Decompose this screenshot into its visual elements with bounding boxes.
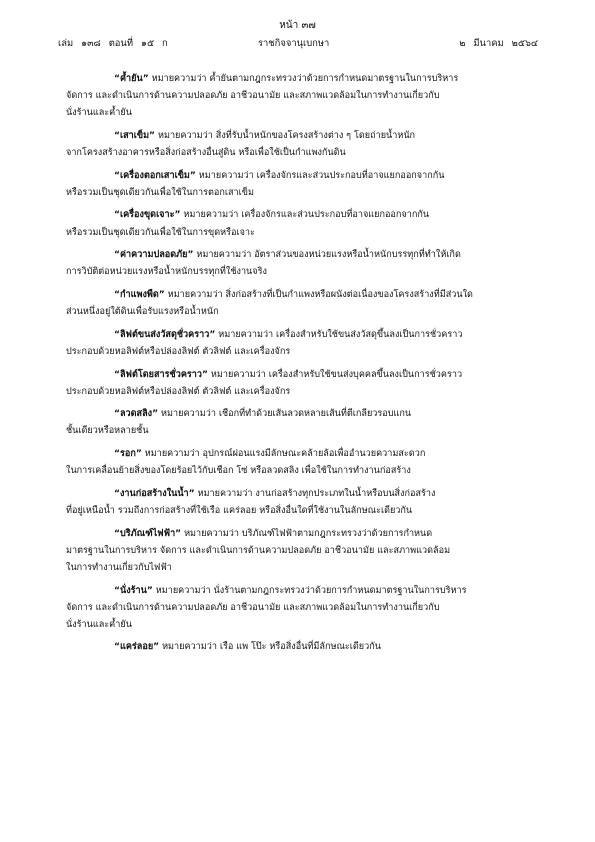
definition-line <box>66 600 532 617</box>
definition-text: หรือรวมเป็นชุดเดียวกันเพื่อใช้ในการขุดหรือเจาะ <box>66 227 255 238</box>
definition-entry <box>66 128 532 162</box>
definition-term: “บริภัณฑ์ไฟฟ้า” <box>114 528 182 539</box>
definition-line <box>66 543 532 560</box>
definition-line <box>66 503 532 520</box>
definition-term: “งานก่อสร้างในน้ำ” <box>114 488 195 499</box>
definition-entry <box>66 247 532 281</box>
definition-entry <box>66 71 532 122</box>
definition-term: “รอก” <box>114 449 142 460</box>
definition-entry <box>66 327 532 361</box>
definition-entry <box>66 526 532 577</box>
definition-line <box>66 264 532 281</box>
definition-text: การวิบัติต่อหน่วยแรงหรือน้ำหนักบรรทุกที่ใช้งานจริง <box>66 267 267 278</box>
definition-text: หมายความว่า เรือ แพ โป๊ะ หรือสิ่งอื่นที่มีลักษณะเดียวกัน <box>162 642 381 653</box>
definition-text: มาตรฐานในการบริหาร จัดการ และดำเนินการด้านความปลอดภัย อาชีวอนามัย และสภาพแวดล้อม <box>66 545 451 556</box>
definition-entry <box>66 367 532 401</box>
section-letter: ก <box>162 38 168 49</box>
issue-label: ตอนที่ <box>108 38 134 49</box>
definition-text: ประกอบด้วยหอลิฟต์หรือปล่องลิฟต์ ตัวลิฟต์ และเครื่องจักร <box>66 346 291 357</box>
definition-entry <box>66 446 532 480</box>
publication-date <box>454 36 538 51</box>
definition-term: “เสาเข็ม” <box>114 130 156 141</box>
definition-text: จัดการ และดำเนินการด้านความปลอดภัย อาชีวอนามัย และสภาพแวดล้อมในการทำงานเกี่ยวกับ <box>66 91 440 102</box>
definition-text: หมายความว่า สิ่งก่อสร้างที่เป็นกำแพงหรือผนังต่อเนื่องของโครงสร้างที่มีส่วนใด <box>167 290 473 300</box>
definition-text: ประกอบด้วยหอลิฟต์หรือปล่องลิฟต์ ตัวลิฟต์ และเครื่องจักร <box>66 386 291 397</box>
definition-term: “แคร่ลอย” <box>114 642 160 653</box>
definition-line <box>66 185 532 202</box>
definition-entry <box>66 486 532 520</box>
definition-term: “กำแพงพืด” <box>114 290 165 300</box>
definition-text: หมายความว่า ค้ำยันตามกฎกระทรวงว่าด้วยการกำหนดมาตรฐานในการบริหาร <box>151 74 459 84</box>
date-year: ๒๕๖๔ <box>511 38 538 49</box>
date-day: ๒ <box>459 38 466 49</box>
definition-line <box>66 344 532 361</box>
definition-text: ชั้นเดียวหรือหลายชั้น <box>66 426 149 437</box>
definition-line <box>66 639 532 656</box>
definition-text: หมายความว่า บริภัณฑ์ไฟฟ้าตามกฎกระทรวงว่าด้วยการกำหนด <box>184 528 433 539</box>
definition-term: “ค้ำยัน” <box>114 74 149 84</box>
definition-term: “ลิฟต์ขนส่งวัสดุชั่วคราว” <box>114 329 216 340</box>
definition-line <box>66 423 532 440</box>
definition-term: “ลวดสลิง” <box>114 409 159 420</box>
definition-text: นั่งร้านและค้ำยัน <box>66 619 132 630</box>
page-number <box>0 18 595 33</box>
definition-line <box>66 406 532 423</box>
volume-issue <box>58 36 173 51</box>
definition-line <box>66 583 532 600</box>
definition-term: “เครื่องตอกเสาเข็ม” <box>114 170 196 181</box>
definition-entry <box>66 406 532 440</box>
issue-number: ๑๕ <box>141 38 155 49</box>
gazette-header <box>58 36 538 50</box>
definition-line <box>66 247 532 264</box>
definition-text: หมายความว่า เครื่องสำหรับใช้ขนส่งบุคคลขึ้นลงเป็นการชั่วคราว <box>210 369 463 380</box>
definition-line <box>66 486 532 503</box>
definition-line <box>66 617 532 634</box>
definition-text: หมายความว่า นั่งร้านตามกฎกระทรวงว่าด้วยการกำหนดมาตรฐานในการบริหาร <box>155 585 467 596</box>
definition-text: ส่วนหนึ่งอยู่ใต้ดินเพื่อรับแรงหรือน้ำหนัก <box>66 307 219 318</box>
definition-line <box>66 128 532 145</box>
definition-text: หมายความว่า เชือกที่ทำด้วยเส้นลวดหลายเส้นที่ตีเกลียวรอบแกน <box>161 409 412 420</box>
definition-line <box>66 287 532 304</box>
volume-number: ๑๓๘ <box>81 38 101 49</box>
definition-text: หมายความว่า เครื่องจักรและส่วนประกอบที่อาจแยกออกจากกัน <box>198 170 445 181</box>
page-label: หน้า <box>279 20 299 31</box>
definition-term: “นั่งร้าน” <box>114 585 153 596</box>
definition-line <box>66 526 532 543</box>
definition-text: ในการทำงานเกี่ยวกับไฟฟ้า <box>66 562 172 573</box>
definition-line <box>66 105 532 122</box>
definition-term: “ค่าความปลอดภัย” <box>114 250 194 261</box>
definition-text: ที่อยู่เหนือน้ำ รวมถึงการก่อสร้างที่ใช้เรือ แคร่ลอย หรือสิ่งอื่นใดที่ใช้งานในลักษณะเดียวกัน <box>66 506 413 516</box>
definition-line <box>66 168 532 185</box>
definition-entry <box>66 583 532 634</box>
definition-text: หมายความว่า งานก่อสร้างทุกประเภทในน้ำหรือบนสิ่งก่อสร้าง <box>197 488 436 499</box>
definition-text: หมายความว่า อัตราส่วนของหน่วยแรงหรือน้ำหนักบรรทุกที่ทำให้เกิด <box>196 250 461 261</box>
definition-text: หรือรวมเป็นชุดเดียวกันเพื่อใช้ในการตอกเสาเข็ม <box>66 187 254 198</box>
date-month: มีนาคม <box>473 38 504 49</box>
definition-line <box>66 225 532 242</box>
definition-text: จากโครงสร้างอาคารหรือสิ่งก่อสร้างอื่นสู่ดิน หรือเพื่อใช้เป็นกำแพงกันดิน <box>66 147 346 158</box>
definition-line <box>66 304 532 321</box>
definition-line <box>66 367 532 384</box>
definition-text: จัดการ และดำเนินการด้านความปลอดภัย อาชีวอนามัย และสภาพแวดล้อมในการทำงานเกี่ยวกับ <box>66 602 440 613</box>
definition-entry <box>66 207 532 241</box>
definition-line <box>66 207 532 224</box>
definition-text: หมายความว่า เครื่องสำหรับใช้ขนส่งวัสดุขึ้นลงเป็นการชั่วคราว <box>218 329 463 340</box>
definition-line <box>66 384 532 401</box>
definition-line <box>66 327 532 344</box>
definition-text: นั่งร้านและค้ำยัน <box>66 108 132 119</box>
definition-line <box>66 145 532 162</box>
definition-text: หมายความว่า สิ่งที่รับน้ำหนักของโครงสร้างต่าง ๆ โดยถ่ายน้ำหนัก <box>157 130 416 141</box>
definition-entry <box>66 639 532 656</box>
definition-term: “ลิฟต์โดยสารชั่วคราว” <box>114 369 208 380</box>
definition-text: หมายความว่า เครื่องจักรและส่วนประกอบที่อาจแยกออกจากกัน <box>183 210 430 221</box>
definition-line <box>66 463 532 480</box>
definition-text: ในการเคลื่อนย้ายสิ่งของโดยร้อยไว้กับเชือก โซ่ หรือลวดสลิง เพื่อใช้ในการทำงานก่อสร้าง <box>66 466 411 477</box>
definition-entry <box>66 287 532 321</box>
definition-line <box>66 446 532 463</box>
publication-name: ราชกิจจานุเบกษา <box>258 38 330 49</box>
definition-line <box>66 71 532 88</box>
definition-line <box>66 560 532 577</box>
definition-text: หมายความว่า อุปกรณ์ผ่อนแรงมีลักษณะคล้ายล้อเพื่ออำนวยความสะดวก <box>144 449 426 460</box>
definition-entry <box>66 168 532 202</box>
volume-label: เล่ม <box>58 38 74 49</box>
definitions-list <box>66 71 532 662</box>
definition-term: “เครื่องขุดเจาะ” <box>114 210 181 221</box>
definition-line <box>66 88 532 105</box>
page-number-value: ๓๗ <box>301 20 316 31</box>
